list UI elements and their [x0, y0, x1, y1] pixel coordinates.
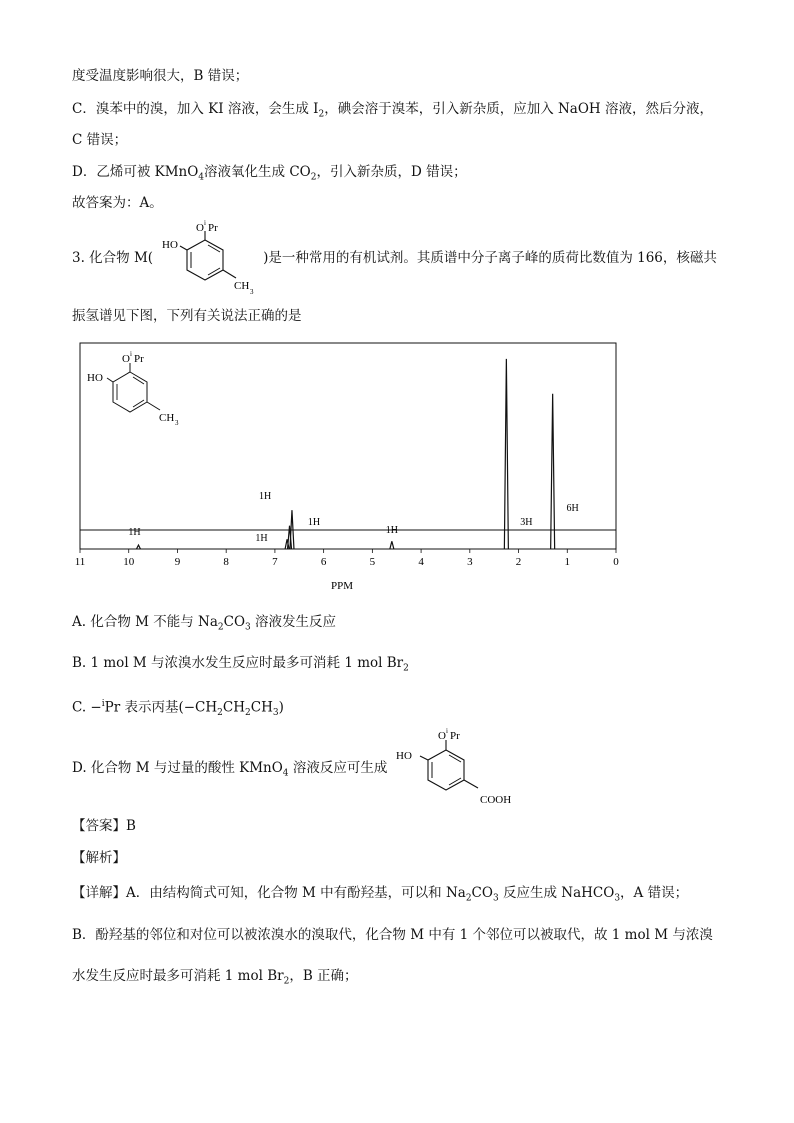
x-tick-label: 6 — [320, 556, 327, 568]
x-tick-label: 11 — [74, 556, 86, 568]
x-tick-label: 10 — [123, 556, 135, 568]
x-tick-label: 5 — [369, 556, 376, 568]
detail-b-1: B．酚羟基的邻位和对位可以被浓溴水的溴取代，化合物 M 中有 1 个邻位可以被取代，故 1 mol M 与浓溴 — [72, 927, 713, 943]
nmr-peak — [504, 359, 508, 549]
svg-text:Pr: Pr — [450, 730, 460, 742]
integration-label: 6H — [566, 503, 579, 514]
integration-label: 1H — [128, 527, 141, 538]
nmr-peak — [136, 545, 140, 549]
svg-text:HO: HO — [396, 750, 412, 762]
line-2: C．溴苯中的溴，加入 KI 溶液，会生成 $I_2$，碘会溶于溴苯，引入新杂质，应加入 NaOH 溶液，然后分液， — [72, 101, 713, 120]
x-tick-label: 2 — [515, 556, 522, 568]
x-tick-label: 8 — [223, 556, 229, 568]
svg-text:O: O — [122, 353, 130, 365]
oipr-label: O — [196, 222, 204, 234]
integration-label: 1H — [255, 533, 268, 544]
nmr-peak — [551, 394, 555, 549]
svg-text:3: 3 — [175, 419, 179, 427]
question-3-line2: 振氢谱见下图，下列有关说法正确的是 — [72, 308, 302, 324]
svg-text:O: O — [438, 730, 446, 742]
x-axis-label: PPM — [330, 580, 354, 592]
chart-structure — [87, 350, 179, 427]
nmr-peak — [390, 541, 394, 549]
integration-label: 1H — [307, 517, 321, 528]
question-3-line1: 3. 化合物 M( )是一种常用的有机试剂。其质谱中分子离子峰的质荷比数值为 166，核磁共 — [72, 250, 717, 266]
integration-label: 1H — [385, 525, 398, 536]
svg-text:3: 3 — [250, 288, 254, 296]
svg-text:COOH: COOH — [480, 794, 512, 806]
integration-label: 1H — [258, 491, 272, 502]
svg-text:CH: CH — [159, 412, 175, 424]
svg-text:Pr: Pr — [134, 353, 144, 365]
integration-label: 3H — [520, 517, 533, 528]
nmr-spectrum-chart — [72, 340, 632, 596]
svg-text:i: i — [204, 219, 206, 227]
detail-b-2: 水发生反应时最多可消耗 1 mol $Br_2$，B 正确； — [72, 968, 358, 987]
analysis-heading: 【解析】 — [72, 850, 126, 866]
x-tick-label: 9 — [174, 556, 181, 568]
answer-line: 【答案】B — [72, 818, 136, 834]
x-tick-label: 1 — [564, 556, 571, 568]
svg-text:i: i — [130, 350, 132, 358]
line-3: C 错误； — [72, 132, 128, 148]
ho-label: HO — [162, 239, 178, 251]
x-tick-label: 4 — [418, 556, 424, 568]
line-5: 故答案为：A。 — [72, 195, 163, 211]
svg-text:HO: HO — [87, 372, 103, 384]
x-tick-label: 7 — [272, 556, 278, 568]
option-a: A. 化合物 M 不能与 $Na_2CO_3$ 溶液发生反应 — [72, 614, 337, 633]
line-4: D．乙烯可被 KMnO$_4$溶液氧化生成 $CO_2$，引入新杂质，D 错误； — [72, 164, 467, 183]
option-d-structure — [394, 726, 534, 812]
x-tick-label: 3 — [467, 556, 473, 568]
option-d: D. 化合物 M 与过量的酸性 KMnO$_4$ 溶液反应可生成 — [72, 760, 388, 779]
inline-structure-m — [160, 218, 270, 300]
option-b: B. 1 mol M 与浓溴水发生反应时最多可消耗 1 mol $Br_2$ — [72, 655, 409, 674]
option-c: C. −$^i$Pr 表示丙基$(-CH_2CH_2CH_3)$ — [72, 699, 284, 719]
x-tick-label: 0 — [613, 556, 619, 568]
line-1: 度受温度影响很大，B 错误； — [72, 68, 249, 84]
detail-a: 【详解】A．由结构简式可知，化合物 M 中有酚羟基，可以和 $Na_2CO_3$ 反应生成 NaHCO$_3$，A 错误； — [72, 885, 689, 904]
ch3-label: CH — [234, 280, 250, 292]
svg-text:i: i — [446, 727, 448, 735]
svg-text:Pr: Pr — [208, 222, 218, 234]
